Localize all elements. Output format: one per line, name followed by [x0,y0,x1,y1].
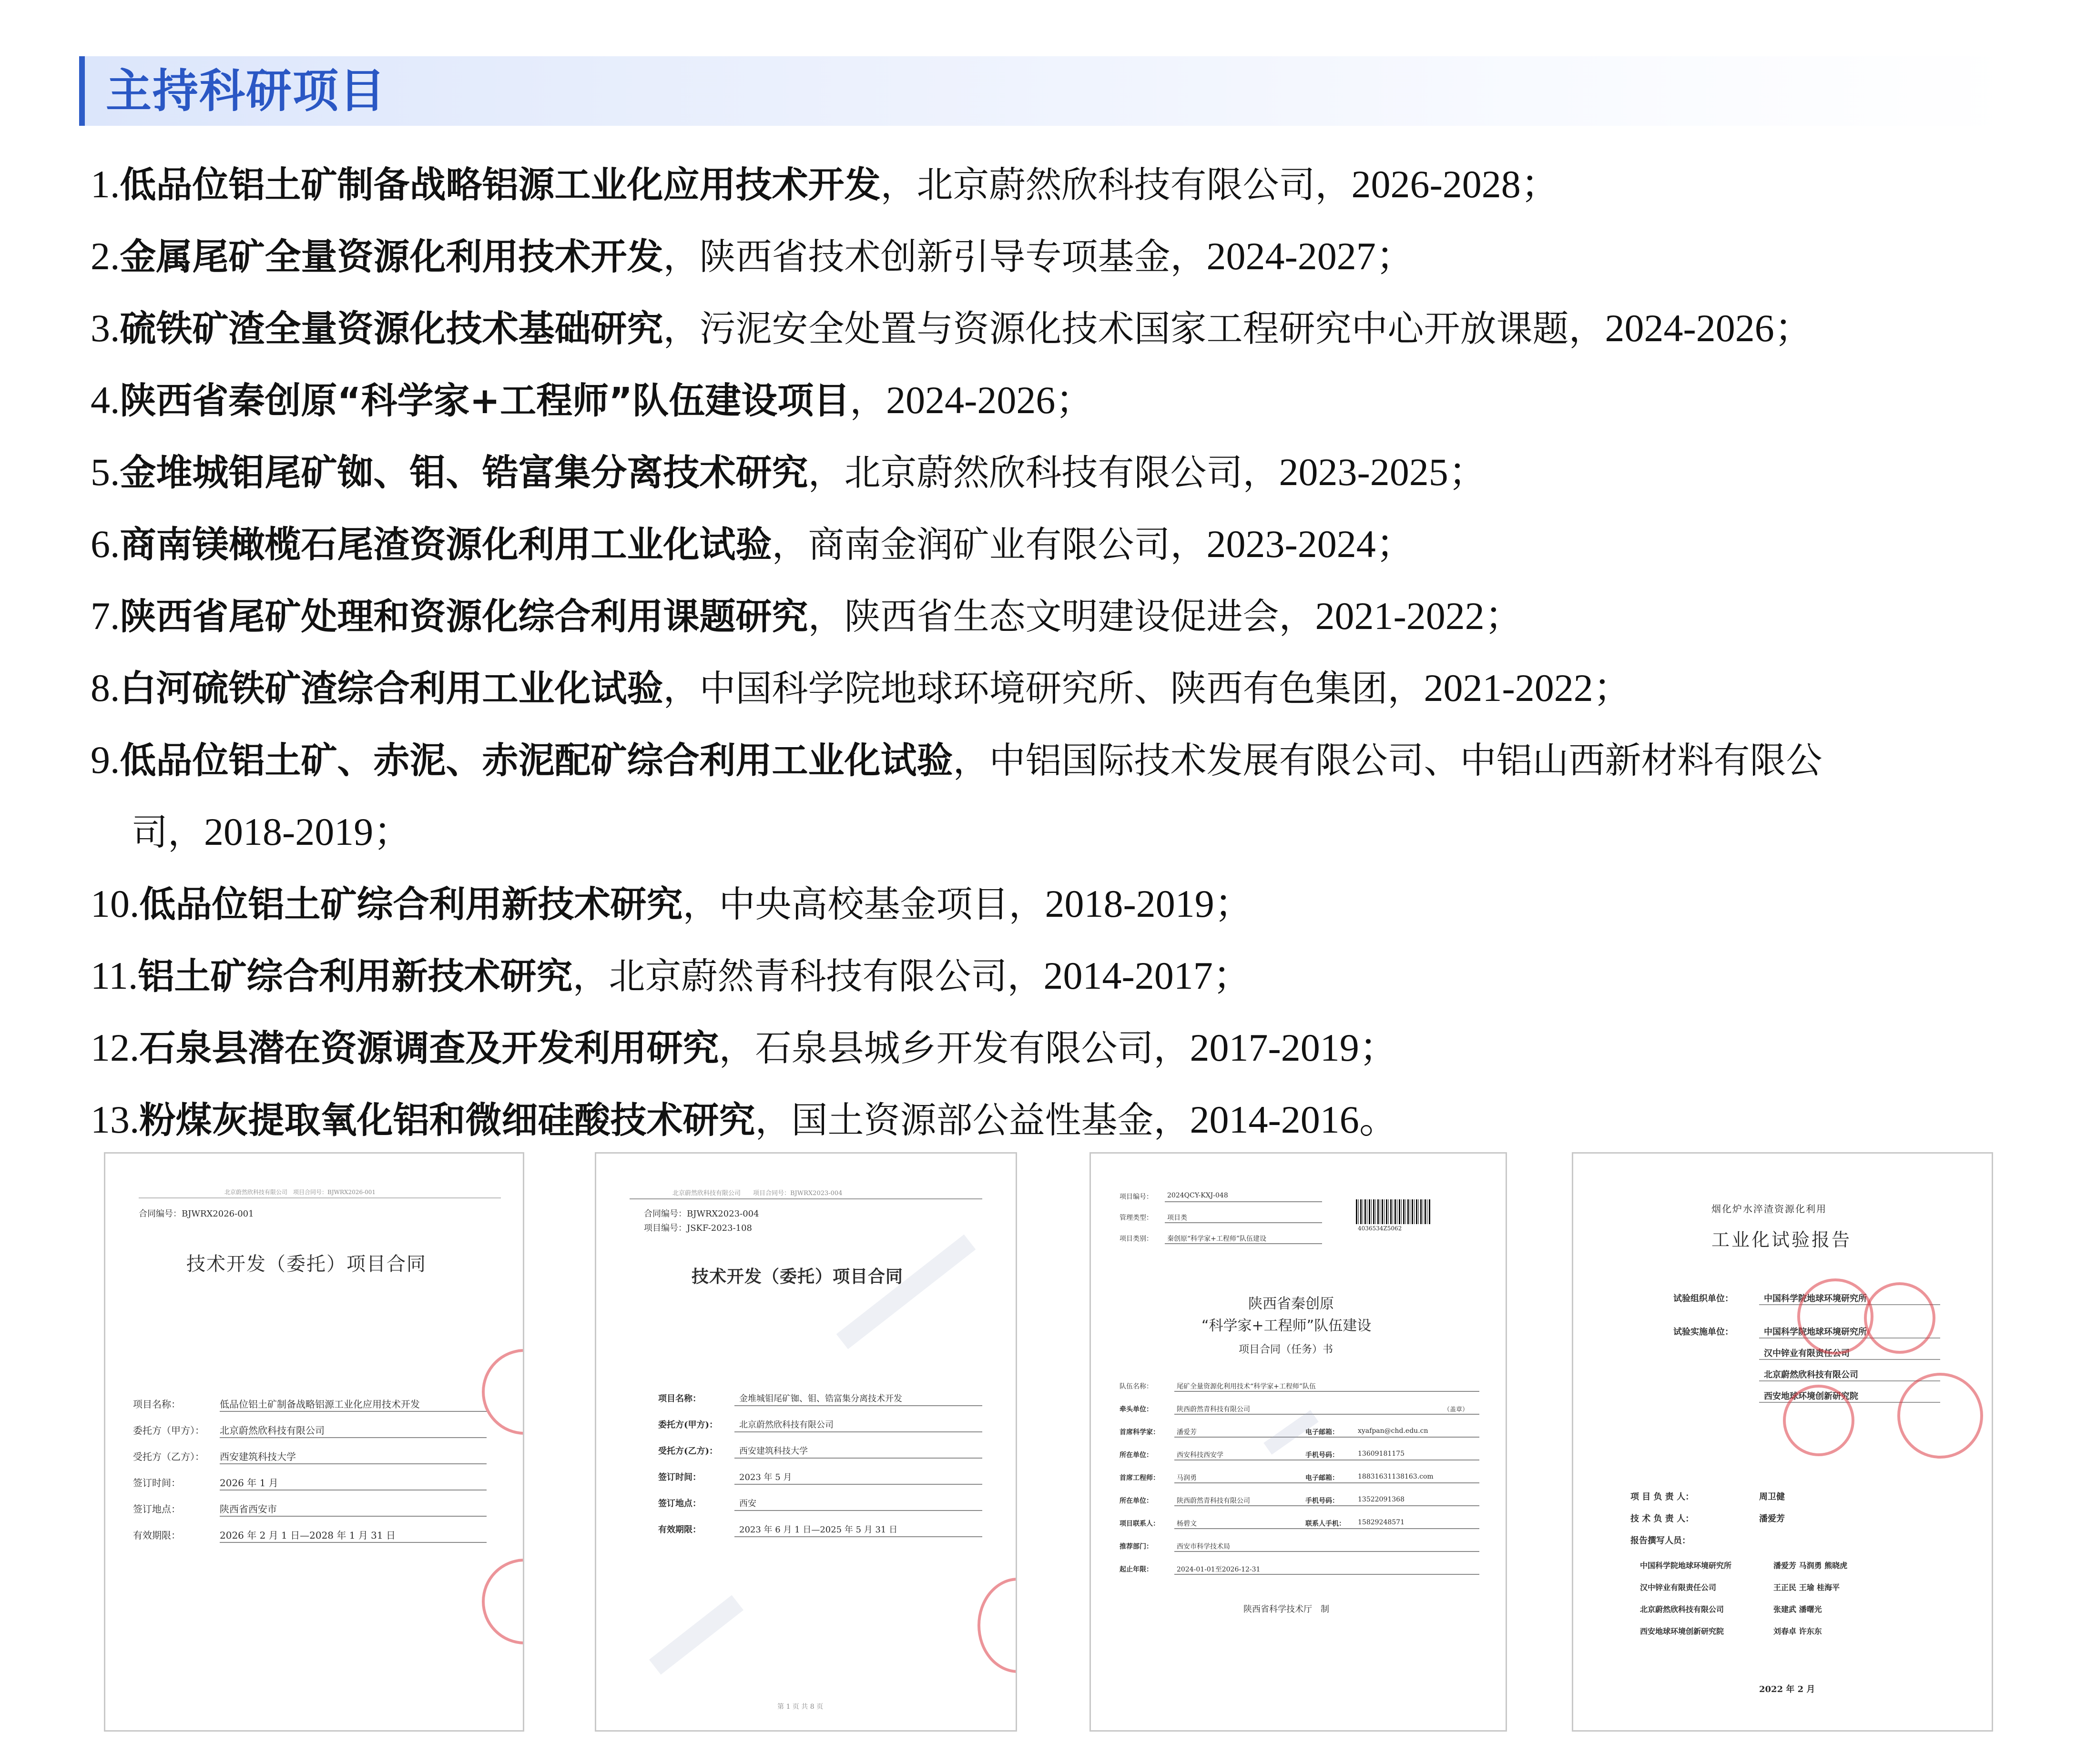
doc-row-value: 15829248571 [1358,1519,1405,1526]
doc-org-underline [1759,1359,1940,1360]
doc-title-line3: 项目合同（任务）书 [1239,1344,1334,1356]
project-years: 2024-2026 [886,378,1056,422]
doc-org-value: 中国科学院地球环境研究所 [1764,1327,1867,1337]
project-years: 2017-2019 [1190,1026,1359,1069]
doc-row-value: 18831631138163.com [1358,1473,1434,1480]
project-org: ，北京蔚然青科技有限公司， [572,955,1044,997]
doc-row-value: 西安科技西安学 [1177,1451,1223,1459]
doc-field-label: 项目名称： [658,1394,701,1404]
project-years: 2021-2022 [1424,666,1593,710]
project-end: ； [1774,306,1813,350]
doc-tech-label: 技 术 负 责 人： [1630,1514,1694,1524]
project-end: ； [1212,954,1252,997]
doc-field-underline [1174,1482,1479,1483]
project-number: 1. [91,162,120,206]
seal-stamp-icon [1864,1282,1935,1354]
project-number: 7. [91,594,120,638]
doc-field-label: 签订地点： [133,1503,181,1515]
project-number: 6. [91,522,120,566]
project-org: ，中铝国际技术发展有限公司、中铝山西新材料有限公 [953,739,1822,781]
project-number: 8. [91,666,120,710]
project-number: 11. [91,954,138,997]
project-years: 2023-2024 [1206,522,1376,566]
doc-row-value: 潘爱芳 [1177,1429,1197,1436]
section-header [79,56,2014,126]
project-name: 金堆城钼尾矿铷、钼、锆富集分离技术研究 [120,451,808,494]
doc-issuer-footer: 陕西省科学技术厅 制 [1243,1604,1329,1614]
doc-field-underline [734,1458,982,1459]
project-number: 13. [91,1098,140,1141]
doc-field-label: 签订时间： [133,1477,181,1489]
project-number: 5. [91,450,120,494]
project-years: 2021-2022 [1315,594,1485,638]
project-item [91,365,2026,436]
doc-field-underline [734,1431,982,1432]
doc-field-value: 金堆城钼尾矿铷、钼、锆富集分离技术开发 [739,1394,902,1404]
doc-top-label: 管理类型： [1120,1214,1153,1222]
doc-org-value: 中国科学院地球环境研究所 [1764,1294,1867,1304]
project-org: ，商南金润矿业有限公司， [772,523,1207,566]
doc-leader-value: 周卫健 [1759,1492,1785,1502]
doc-field-label: 受托方（乙方）： [133,1451,204,1462]
doc-org-label: 试验实施单位： [1673,1327,1733,1337]
doc-dept-label: 推荐部门： [1120,1543,1153,1551]
doc-dept-value: 西安市科学技术局 [1177,1543,1230,1551]
project-years: 2023-2025 [1279,450,1448,494]
project-number: 9. [91,738,120,781]
barcode-icon [1356,1199,1430,1224]
doc-page-footer: 第 1 页 共 8 页 [777,1703,824,1711]
project-name: 粉煤灰提取氧化铝和微细硅酸技术研究 [139,1099,755,1141]
doc-row-value: xyafpan@chd.edu.cn [1358,1427,1428,1435]
project-org: ，中央高校基金项目， [682,883,1045,925]
doc-title-line2: “科学家+工程师”队伍建设 [1201,1318,1372,1334]
project-item [91,436,2026,508]
project-name: 石泉县潜在资源调查及开发利用研究 [139,1027,719,1069]
doc-team-value: 尾矿全量资源化利用技术“科学家+工程师”队伍 [1177,1383,1316,1390]
doc-row-label: 手机号码： [1305,1451,1339,1459]
doc-subtitle: 烟化炉水淬渣资源化利用 [1711,1203,1827,1215]
project-item [91,149,2026,221]
project-years: 2024-2026 [1605,306,1774,350]
doc-field-underline [734,1510,982,1511]
doc-field-value: 北京蔚然欣科技有限公司 [220,1425,325,1436]
doc-field-label: 委托方(甲方)： [658,1420,718,1430]
project-item [91,221,2026,293]
seal-stamp-icon [482,1349,524,1435]
doc-header: 北京蔚然欣科技有限公司 项目合同号：BJWRX2026-001 [224,1189,376,1196]
doc-field-underline [1174,1391,1479,1392]
project-end: ； [1375,522,1415,566]
doc-field-underline [734,1405,982,1406]
doc-row-value: 马润勇 [1177,1474,1197,1482]
doc-top-label: 项目编号： [1120,1193,1153,1201]
doc-tech-value: 潘爱芳 [1759,1514,1785,1524]
project-name: 陕西省秦创原“科学家+工程师”队伍建设项目 [120,379,850,422]
doc-field-label: 有效期限： [133,1530,181,1541]
project-name: 金属尾矿全量资源化利用技术开发 [120,235,663,278]
seal-stamp-icon [1797,1278,1873,1355]
doc-team-label: 队伍名称： [1120,1383,1153,1390]
doc-title: 工业化试验报告 [1711,1229,1852,1250]
project-org: ，石泉县城乡开发有限公司， [719,1027,1190,1069]
doc-writer-org: 北京蔚然欣科技有限公司 [1640,1605,1724,1614]
doc-field-underline [220,1411,487,1412]
doc-lead-stamp-note: （盖章） [1444,1406,1469,1413]
doc-writer-org: 西安地球环境创新研究院 [1640,1627,1724,1636]
doc-field-label: 签订地点： [658,1499,701,1509]
doc-title: 技术开发（委托）项目合同 [186,1253,427,1275]
doc-header: 北京蔚然欣科技有限公司 项目合同号：BJWRX2023-004 [672,1190,843,1197]
project-item [91,724,2026,868]
project-name: 商南镁橄榄石尾渣资源化利用工业化试验 [120,523,772,566]
doc-row-label: 项目联系人： [1120,1520,1160,1528]
project-name: 硫铁矿渣全量资源化技术基础研究 [120,307,663,350]
seal-stamp-icon [482,1559,524,1644]
project-name: 低品位铝土矿制备战略铝源工业化应用技术开发 [120,163,881,206]
doc-field-underline [734,1484,982,1485]
watermark-stripe [836,1235,976,1349]
doc-field-value: 2023 年 6 月 1 日—2025 年 5 月 31 日 [739,1525,898,1535]
project-continuation [91,796,2026,868]
doc-project-no: 项目编号：JSKF-2023-108 [644,1223,753,1233]
doc-top-label: 项目类别： [1120,1235,1153,1243]
project-org: ，污泥安全处置与资源化技术国家工程研究中心开放课题， [663,307,1605,350]
project-item [91,652,2026,724]
doc-contract-no: 合同编号：BJWRX2026-001 [139,1209,254,1219]
doc-field-value: 低品位铝土矿制备战略铝源工业化应用技术开发 [220,1399,420,1410]
project-end: ； [1359,1026,1398,1069]
doc-header-rule [139,1197,501,1198]
doc-field-underline [1174,1414,1479,1415]
watermark-stripe [649,1595,743,1675]
doc-top-value: 项目类 [1167,1214,1187,1222]
doc-field-underline [220,1516,487,1517]
project-item [91,1012,2026,1084]
doc-period-value: 2024-01-01至2026-12-31 [1177,1566,1261,1573]
doc-row-label: 首席科学家： [1120,1429,1160,1436]
project-end: ； [1055,378,1095,422]
project-end: ； [373,810,413,853]
doc-row-label: 所在单位： [1120,1451,1153,1459]
project-org: ，北京蔚然欣科技有限公司， [808,451,1279,494]
doc-lead-value: 陕西蔚然青科技有限公司 [1177,1406,1250,1413]
project-org: ，国土资源部公益性基金， [755,1099,1190,1141]
project-end: ； [1375,234,1415,278]
project-years: 2026-2028 [1351,162,1521,206]
project-item [91,508,2026,580]
doc-field-underline [1174,1437,1479,1438]
project-number: 3. [91,306,120,350]
project-org: ，陕西省技术创新引导专项基金， [663,235,1207,278]
project-item [91,940,2026,1012]
doc-top-underline [1165,1243,1322,1244]
project-name: 白河硫铁矿渣综合利用工业化试验 [120,667,663,710]
doc-field-underline [220,1463,487,1464]
seal-stamp-icon [1783,1385,1854,1456]
doc-row-label: 联系人手机： [1305,1520,1345,1528]
project-end: ； [1593,666,1632,710]
doc-row-value: 杨碧文 [1177,1520,1197,1528]
doc-org-underline [1759,1380,1940,1381]
doc-org-value: 汉中锌业有限责任公司 [1764,1348,1850,1358]
doc-field-value: 陕西省西安市 [220,1503,277,1515]
doc-field-label: 受托方(乙方)： [658,1446,718,1456]
document-thumbnail-contract-2026 [104,1152,524,1732]
document-thumbnail-test-report [1572,1152,1993,1732]
project-number: 4. [91,378,120,422]
doc-field-underline [1174,1528,1479,1529]
project-item [91,580,2026,652]
doc-org-label: 试验组织单位： [1673,1294,1733,1304]
project-end: ； [1484,594,1524,638]
project-name: 低品位铝土矿综合利用新技术研究 [139,883,683,925]
doc-writer-names: 潘爱芳 马润勇 熊晓虎 [1773,1561,1848,1570]
section-title: 主持科研项目 [106,64,386,118]
doc-field-value: 2023 年 5 月 [739,1472,792,1482]
doc-field-value: 2026 年 1 月 [220,1477,278,1489]
seal-stamp-icon [1897,1373,1983,1459]
project-number: 10. [91,882,140,925]
doc-row-label: 所在单位： [1120,1497,1153,1505]
doc-field-value: 西安建筑科技大学 [739,1446,808,1456]
doc-field-label: 委托方（甲方）： [133,1425,204,1436]
doc-field-underline [1174,1551,1479,1552]
project-org-continued: 司， [132,811,204,853]
doc-row-label: 电子邮箱： [1305,1429,1339,1436]
project-org: ，陕西省生态文明建设促进会， [808,595,1315,638]
doc-title: 技术开发（委托）项目合同 [692,1267,904,1287]
doc-org-value: 西安地球环境创新研究院 [1764,1391,1858,1401]
doc-field-underline [1174,1505,1479,1506]
project-name: 陕西省尾矿处理和资源化综合利用课题研究 [120,595,808,638]
doc-top-underline [1165,1222,1322,1223]
doc-org-value: 北京蔚然欣科技有限公司 [1764,1370,1858,1380]
document-thumbnail-task-book [1089,1152,1507,1732]
doc-field-label: 签订时间： [658,1472,701,1482]
doc-field-value: 西安建筑科技大学 [220,1451,296,1462]
project-item [91,293,2026,365]
doc-row-value: 13609181175 [1358,1450,1405,1458]
doc-field-value: 北京蔚然欣科技有限公司 [739,1420,834,1430]
project-years: 2018-2019 [1045,882,1214,925]
doc-top-value: 秦创原“科学家+工程师”队伍建设 [1167,1235,1267,1243]
doc-field-label: 有效期限： [658,1525,701,1535]
doc-field-value: 2026 年 2 月 1 日—2028 年 1 月 31 日 [220,1530,396,1541]
project-item [91,868,2026,940]
doc-writers-label: 报告撰写人员： [1630,1536,1690,1546]
doc-writer-names: 王正民 王瑜 桂海平 [1773,1583,1840,1592]
project-years: 2018-2019 [204,810,374,853]
doc-field-underline [220,1542,487,1543]
project-years: 2024-2027 [1206,234,1376,278]
doc-leader-label: 项 目 负 责 人： [1630,1492,1694,1502]
project-number: 2. [91,234,120,278]
doc-field-label: 项目名称： [133,1399,181,1410]
document-thumbnail-contract-2023 [595,1152,1017,1732]
doc-field-underline [734,1536,982,1537]
project-years: 2014-2016 [1190,1098,1359,1141]
doc-writer-org: 中国科学院地球环境研究所 [1640,1561,1732,1570]
doc-row-label: 电子邮箱： [1305,1474,1339,1482]
doc-report-date: 2022 年 2 月 [1759,1684,1815,1694]
doc-contract-no: 合同编号：BJWRX2023-004 [644,1209,759,1219]
doc-row-label: 首席工程师： [1120,1474,1160,1482]
doc-writer-org: 汉中锌业有限责任公司 [1640,1583,1717,1592]
project-org: ，北京蔚然欣科技有限公司， [880,163,1352,206]
doc-field-underline [1174,1574,1479,1575]
project-number: 12. [91,1026,140,1069]
barcode-number: 4036534Z5062 [1358,1225,1402,1232]
project-name: 低品位铝土矿、赤泥、赤泥配矿综合利用工业化试验 [120,739,953,781]
doc-title-line1: 陕西省秦创原 [1248,1296,1334,1312]
project-org: ，中国科学院地球环境研究所、陕西有色集团， [663,667,1424,710]
project-end: 。 [1359,1098,1398,1141]
doc-top-underline [1165,1201,1322,1202]
project-end: ； [1448,450,1487,494]
project-name: 铝土矿综合利用新技术研究 [138,955,573,997]
doc-writer-names: 张建武 潘曙光 [1773,1605,1822,1614]
doc-lead-label: 牵头单位： [1120,1406,1153,1413]
doc-field-underline [220,1437,487,1438]
project-end: ； [1214,882,1253,925]
section-accent-bar [79,56,85,126]
project-years: 2014-2017 [1043,954,1213,997]
doc-field-value: 西安 [739,1499,756,1509]
project-list [91,149,2026,1156]
doc-period-label: 起止年限： [1120,1566,1153,1573]
seal-stamp-icon [977,1578,1017,1673]
project-item [91,1084,2026,1156]
doc-writer-names: 刘春卓 许东东 [1773,1627,1822,1636]
doc-row-label: 手机号码： [1305,1497,1339,1505]
doc-row-value: 13522091368 [1358,1496,1405,1503]
doc-header-rule [630,1198,982,1199]
doc-top-value: 2024QCY-KXJ-048 [1167,1192,1228,1199]
doc-row-value: 陕西蔚然青科技有限公司 [1177,1497,1250,1505]
project-end: ； [1520,162,1560,206]
project-org: ， [850,379,886,422]
